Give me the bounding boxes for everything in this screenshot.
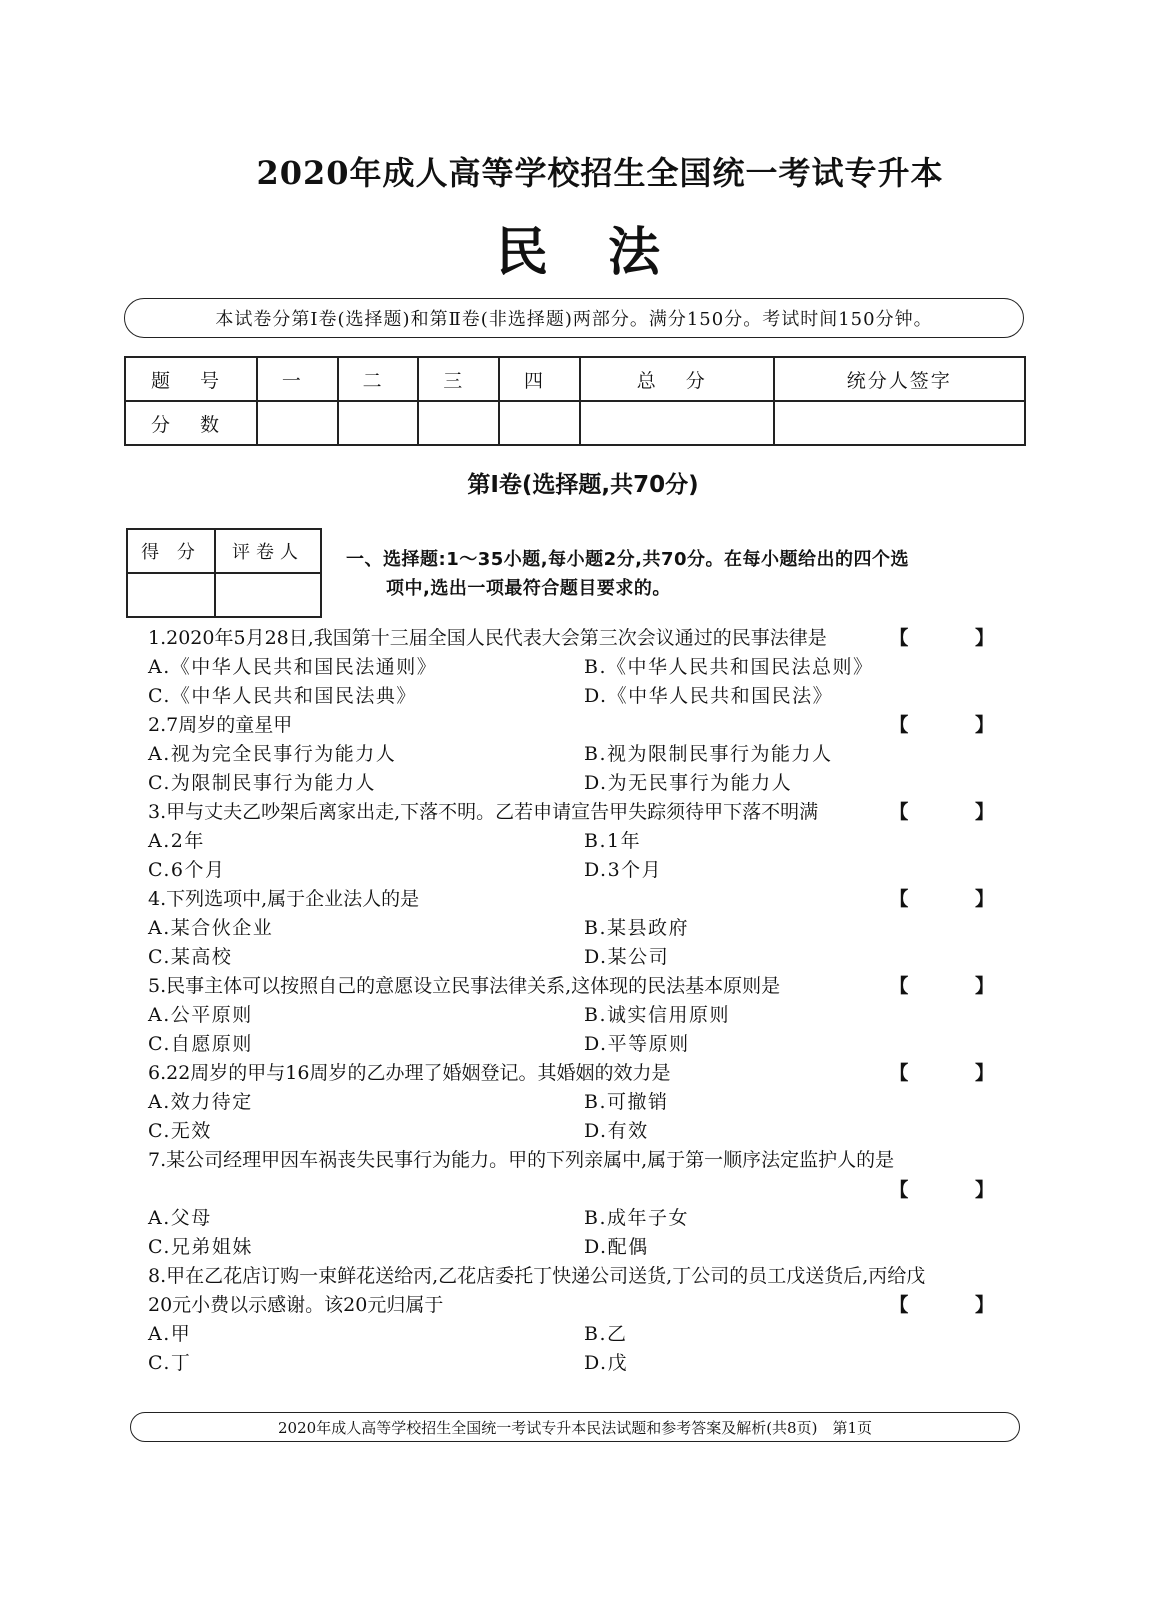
option-row — [148, 740, 1028, 769]
option-a: A.父母 — [148, 1207, 212, 1229]
score-table-score-row — [125, 401, 1025, 445]
option-d: D.平等原则 — [584, 1033, 690, 1055]
option-b: B.诚实信用原则 — [584, 1004, 731, 1026]
option-c: C.丁 — [148, 1352, 192, 1374]
part-one-instructions — [346, 545, 1026, 603]
option-a: A.《中华人民共和国民法通则》 — [148, 656, 438, 678]
option-row — [148, 914, 1028, 943]
option-c: C.无效 — [148, 1120, 212, 1142]
option-a: A.效力待定 — [148, 1091, 253, 1113]
subject-title: 民法 — [495, 222, 720, 283]
option-c: C.某高校 — [148, 946, 233, 968]
option-row — [148, 1088, 1028, 1117]
score-table-header-cell: 统分人签字 — [774, 357, 1025, 401]
option-row — [148, 827, 1028, 856]
option-a: A.甲 — [148, 1323, 192, 1345]
option-row — [148, 653, 1028, 682]
exam-title: 2020年成人高等学校招生全国统一考试专升本 — [256, 154, 944, 192]
option-c: C.6个月 — [148, 859, 226, 881]
option-row — [148, 1204, 1028, 1233]
question-stem-text: 5.民事主体可以按照自己的意愿设立民事法律关系,这体现的民法基本原则是 — [148, 975, 781, 997]
question-stem — [148, 1146, 1028, 1175]
part-one-line2: 项中,选出一项最符合题目要求的。 — [386, 578, 671, 599]
bracket-line — [148, 1175, 1028, 1204]
question-stem-text: 1.2020年5月28日,我国第十三届全国人民代表大会第三次会议通过的民事法律是 — [148, 627, 827, 649]
question-stem — [148, 711, 1028, 740]
option-d: D.为无民事行为能力人 — [584, 772, 793, 794]
score-cell[interactable] — [338, 401, 419, 445]
question-stem-text: 3.甲与丈夫乙吵架后离家出走,下落不明。乙若申请宣告甲失踪须待甲下落不明满 — [148, 801, 819, 823]
grader-name-label: 评卷人 — [215, 529, 321, 573]
question-stem — [148, 885, 1028, 914]
answer-bracket[interactable]: 【 】 — [889, 1179, 1024, 1201]
score-cell[interactable] — [418, 401, 499, 445]
option-d: D.配偶 — [584, 1236, 649, 1258]
score-table-header-cell: 四 — [499, 357, 580, 401]
answer-bracket[interactable]: 【 】 — [889, 975, 1024, 997]
answer-bracket[interactable]: 【 】 — [889, 888, 1024, 910]
score-table-header-cell: 题 号 — [125, 357, 257, 401]
grader-name-cell[interactable] — [215, 573, 321, 617]
option-c: C.自愿原则 — [148, 1033, 253, 1055]
page-footer — [130, 1412, 1020, 1442]
option-d: D.有效 — [584, 1120, 649, 1142]
option-b: B.1年 — [584, 830, 642, 852]
score-table-header-cell: 一 — [257, 357, 338, 401]
score-cell[interactable] — [774, 401, 1025, 445]
option-row — [148, 1117, 1028, 1146]
option-c: C.《中华人民共和国民法典》 — [148, 685, 417, 707]
option-b: B.视为限制民事行为能力人 — [584, 743, 833, 765]
score-cell[interactable] — [257, 401, 338, 445]
score-cell[interactable] — [580, 401, 774, 445]
answer-bracket[interactable]: 【 】 — [889, 714, 1024, 736]
grader-score-cell[interactable] — [127, 573, 215, 617]
question-stem-text: 7.某公司经理甲因车祸丧失民事行为能力。甲的下列亲属中,属于第一顺序法定监护人的是 — [148, 1149, 895, 1171]
option-row — [148, 1001, 1028, 1030]
option-row — [148, 682, 1028, 711]
question-stem — [148, 972, 1028, 1001]
answer-bracket[interactable]: 【 】 — [889, 1294, 1024, 1316]
question-stem-text: 4.下列选项中,属于企业法人的是 — [148, 888, 420, 910]
option-b: B.《中华人民共和国民法总则》 — [584, 656, 874, 678]
question-list — [148, 624, 1028, 1378]
answer-bracket[interactable]: 【 】 — [889, 801, 1024, 823]
answer-bracket[interactable]: 【 】 — [889, 1062, 1024, 1084]
question-stem — [148, 1291, 1028, 1320]
option-b: B.成年子女 — [584, 1207, 690, 1229]
grader-table — [126, 528, 322, 618]
score-table-header-row — [125, 357, 1025, 401]
option-row — [148, 943, 1028, 972]
option-b: B.某县政府 — [584, 917, 690, 939]
option-d: D.某公司 — [584, 946, 670, 968]
question-stem-text: 6.22周岁的甲与16周岁的乙办理了婚姻登记。其婚姻的效力是 — [148, 1062, 671, 1084]
grader-score-label: 得 分 — [127, 529, 215, 573]
score-table-header-cell: 二 — [338, 357, 419, 401]
option-b: B.可撤销 — [584, 1091, 669, 1113]
answer-bracket[interactable]: 【 】 — [889, 627, 1024, 649]
option-a: A.2年 — [148, 830, 205, 852]
option-row — [148, 1349, 1028, 1378]
question-stem-text: 2.7周岁的童星甲 — [148, 714, 293, 736]
option-c: C.为限制民事行为能力人 — [148, 772, 376, 794]
question-stem — [148, 798, 1028, 827]
question-stem — [148, 624, 1028, 653]
exam-instruction-box — [124, 298, 1024, 338]
question-stem — [148, 1262, 1028, 1291]
option-row — [148, 1030, 1028, 1059]
option-c: C.兄弟姐妹 — [148, 1236, 253, 1258]
option-b: B.乙 — [584, 1323, 628, 1345]
exam-instruction-text: 本试卷分第Ⅰ卷(选择题)和第Ⅱ卷(非选择题)两部分。满分150分。考试时间150分钟。 — [215, 309, 933, 330]
option-d: D.3个月 — [584, 859, 663, 881]
part-one-line1: 一、选择题:1～35小题,每小题2分,共70分。在每小题给出的四个选 — [346, 549, 910, 570]
section-heading: 第Ⅰ卷(选择题,共70分) — [467, 472, 699, 498]
question-stem-line2: 20元小费以示感谢。该20元归属于 — [148, 1294, 444, 1316]
question-stem — [148, 1059, 1028, 1088]
option-a: A.某合伙企业 — [148, 917, 274, 939]
score-row-label: 分 数 — [125, 401, 257, 445]
option-a: A.视为完全民事行为能力人 — [148, 743, 397, 765]
option-row — [148, 1320, 1028, 1349]
page-footer-text: 2020年成人高等学校招生全国统一考试专升本民法试题和参考答案及解析(共8页) 第1页 — [278, 1418, 872, 1437]
score-table-header-cell: 总 分 — [580, 357, 774, 401]
option-d: D.戊 — [584, 1352, 629, 1374]
score-summary-table — [124, 356, 1026, 446]
option-d: D.《中华人民共和国民法》 — [584, 685, 834, 707]
option-a: A.公平原则 — [148, 1004, 253, 1026]
score-table-header-cell: 三 — [418, 357, 499, 401]
score-cell[interactable] — [499, 401, 580, 445]
option-row — [148, 1233, 1028, 1262]
question-stem-line1: 8.甲在乙花店订购一束鲜花送给丙,乙花店委托丁快递公司送货,丁公司的员工戊送货后,丙给戊 — [148, 1265, 926, 1287]
option-row — [148, 769, 1028, 798]
option-row — [148, 856, 1028, 885]
